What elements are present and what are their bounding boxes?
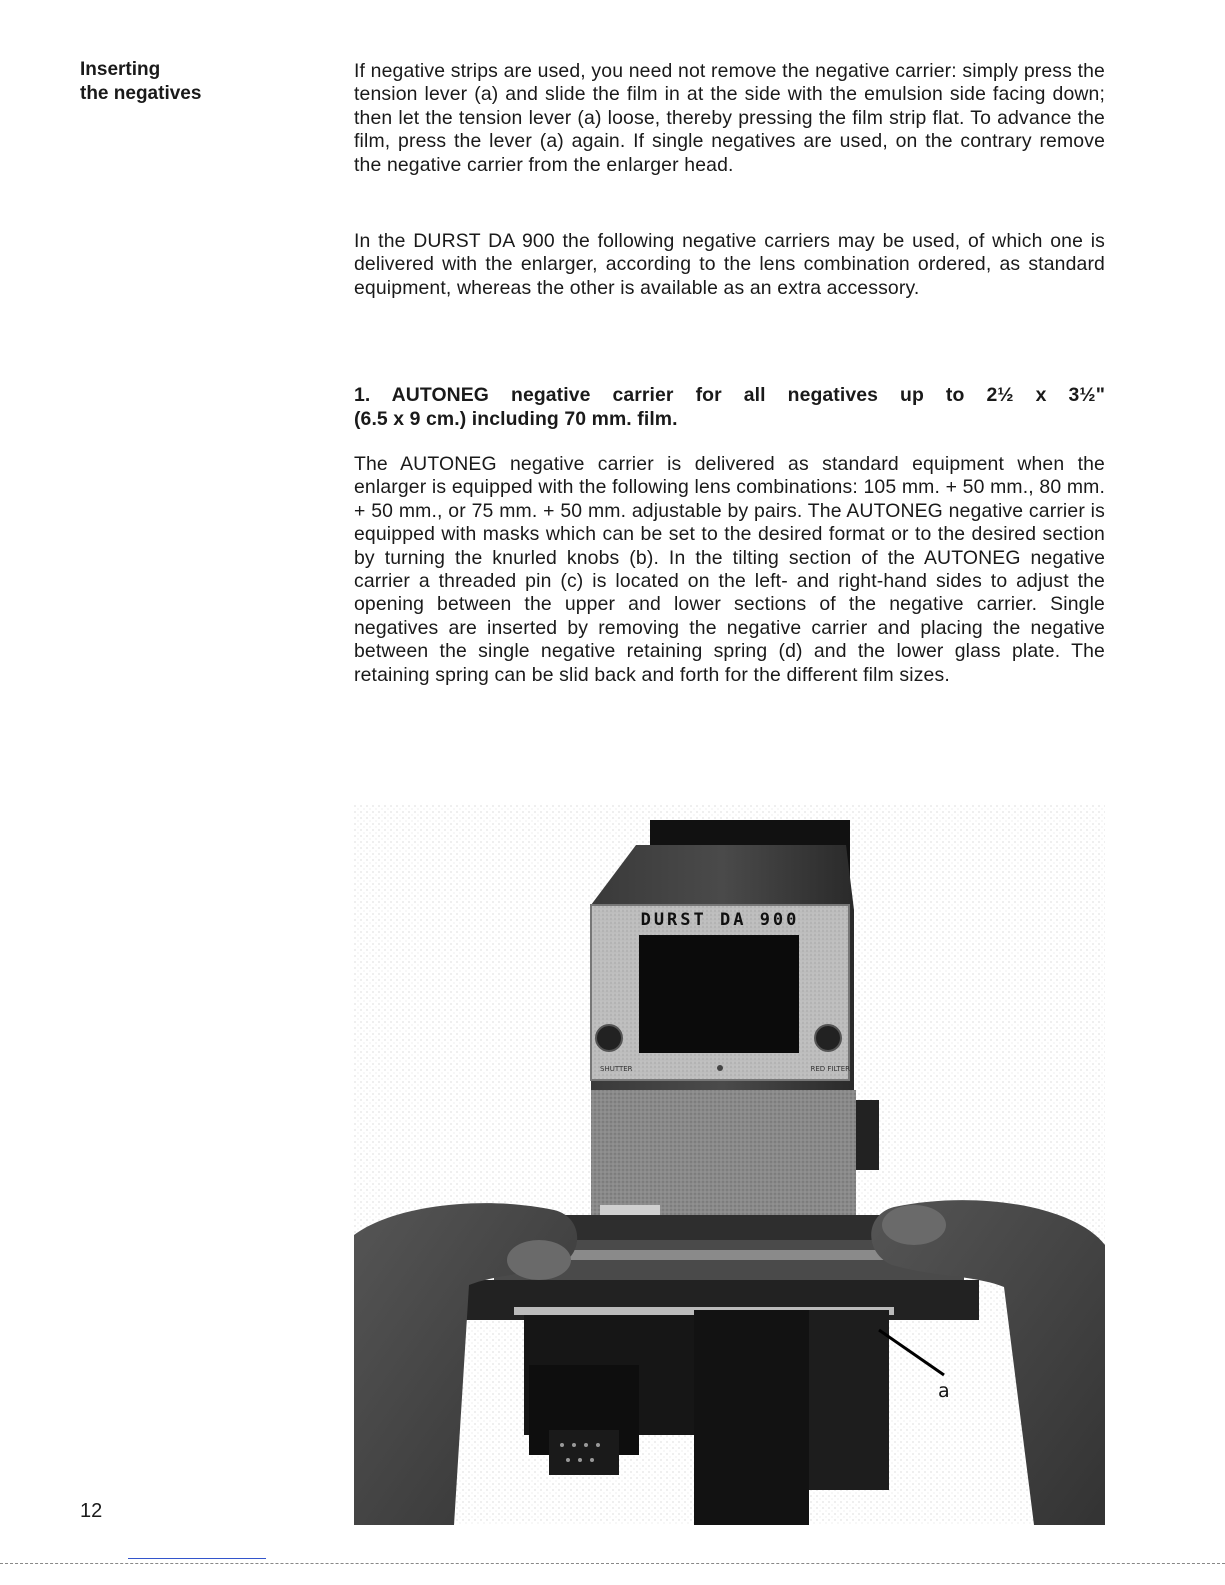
paragraph-negative-carriers: In the DURST DA 900 the following negative carriers may be used, of which one is delivered with the enlarger, according to the lens combination ordered, as standard equipment, whereas the other is available as an extra accessory. [354, 230, 1105, 299]
sidebar-heading [80, 58, 280, 106]
column-post [694, 1310, 809, 1525]
focus-housing [809, 1310, 889, 1490]
panel-center-dot-icon [717, 1065, 723, 1071]
brand-label: DURST DA 900 [640, 910, 800, 930]
enlarger-illustration [354, 805, 1105, 1525]
shutter-knob-icon [596, 1025, 622, 1051]
lens-barrel [549, 1430, 619, 1475]
side-adjuster [854, 1100, 879, 1170]
callout-a-label: a [938, 1380, 950, 1402]
shutter-label: SHUTTER [600, 1065, 633, 1073]
footer-link-underline [128, 1558, 266, 1559]
lower-head-body [591, 1090, 856, 1225]
sidebar-heading-line2: the negatives [80, 83, 202, 104]
paragraph-inserting-negatives: If negative strips are used, you need not remove the negative carrier: simply press the tension lever (a) and slide the film in at the side with the emulsion side facing down; then let the tension lever (a) loose, thereby pressing the film strip flat. To advance the film, press the lever (a) again. If single negatives are used, on the contrary remove the negative carrier from the enlarger head. [354, 60, 1105, 176]
left-thumb [507, 1240, 571, 1280]
page-number: 12 [80, 1500, 103, 1522]
paragraph-autoneg-description: The AUTONEG negative carrier is delivered as standard equipment when the enlarger is equipped with the following lens combinations: 105 mm. + 50 mm., 80 mm. + 50 mm., or 75 mm. + 50 mm. adjustable by pairs. The AUTONEG negative carrier is equipped with masks which can be set to the desired format or to the desired section by turning the knurled knobs (b). In the tilting section of the AUTONEG negative carrier a threaded pin (c) is located on the left- and right-hand sides to adjust the opening between the upper and lower sections of the negative carrier. Single negatives are inserted by removing the negative carrier and placing the negative between the single negative retaining spring (d) and the lower glass plate. The retaining spring can be slid back and forth for the different film sizes. [354, 453, 1105, 686]
right-thumb [882, 1205, 946, 1245]
footer-dashed-rule [0, 1563, 1225, 1564]
enlarger-photo [354, 805, 1105, 1525]
red-filter-knob-icon [815, 1025, 841, 1051]
red-filter-label: RED FILTER [810, 1065, 850, 1073]
panel-window [639, 935, 799, 1053]
section-heading-line1: 1. AUTONEG negative carrier for all negatives up to 2½ x 3½" [354, 384, 1105, 406]
sidebar-heading-line1: Inserting [80, 59, 161, 80]
section-heading-autoneg [354, 383, 1105, 431]
section-heading-line2: (6.5 x 9 cm.) including 70 mm. film. [354, 408, 678, 430]
